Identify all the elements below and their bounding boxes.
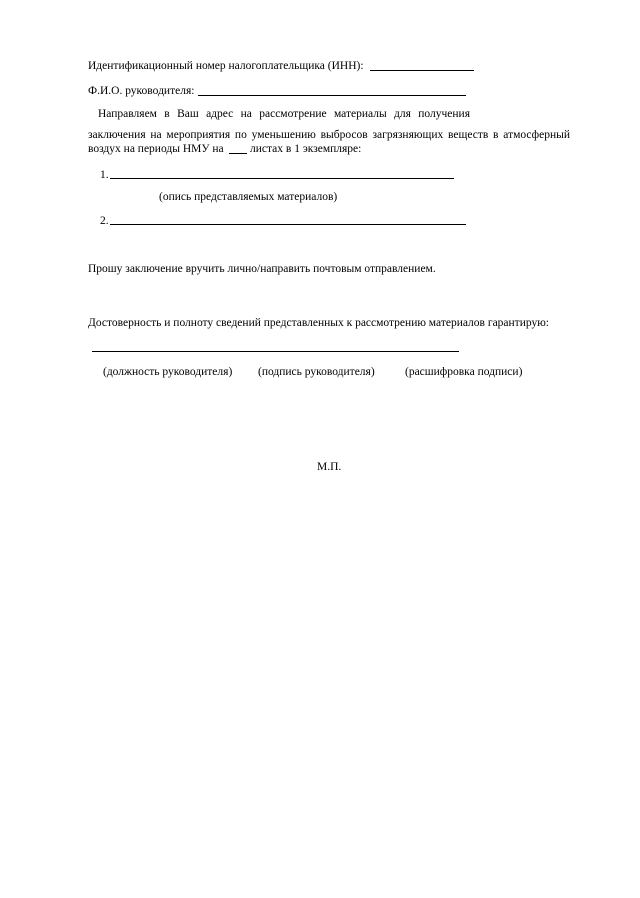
request-line-1: Направляем в Ваш адрес на рассмотрение материалы для получения [98,108,470,120]
request-line-2: заключения на мероприятия по уменьшению выбросов загрязняющих веществ в атмосферный [88,129,570,141]
material-item-1-number: 1. [100,169,109,181]
delivery-request-text: Прошу заключение вручить лично/направить почтовым отправлением. [88,263,436,275]
director-field-line[interactable] [198,95,466,96]
position-caption: (должность руководителя) [103,366,233,378]
decoding-caption: (расшифровка подписи) [405,366,523,378]
material-item-2-number: 2. [100,215,109,227]
material-item-1-caption: (опись представляемых материалов) [159,191,338,203]
material-item-2-field-line[interactable] [110,224,466,225]
inn-field-line[interactable] [370,70,474,71]
signature-field-line[interactable] [92,351,459,352]
material-item-1-field-line[interactable] [110,178,454,179]
request-line-3-end: листах в 1 экземпляре: [250,143,362,155]
stamp-place-text: М.П. [317,461,342,473]
guarantee-text: Достоверность и полноту сведений представленных к рассмотрению материалов гарантирую: [88,317,549,329]
request-line-3-start: воздух на периоды НМУ на [88,143,224,155]
signature-caption: (подпись руководителя) [258,366,375,378]
inn-label: Идентификационный номер налогоплательщика (ИНН): [88,60,364,72]
director-label: Ф.И.О. руководителя: [88,85,195,97]
sheets-count-field-line[interactable] [229,153,247,154]
